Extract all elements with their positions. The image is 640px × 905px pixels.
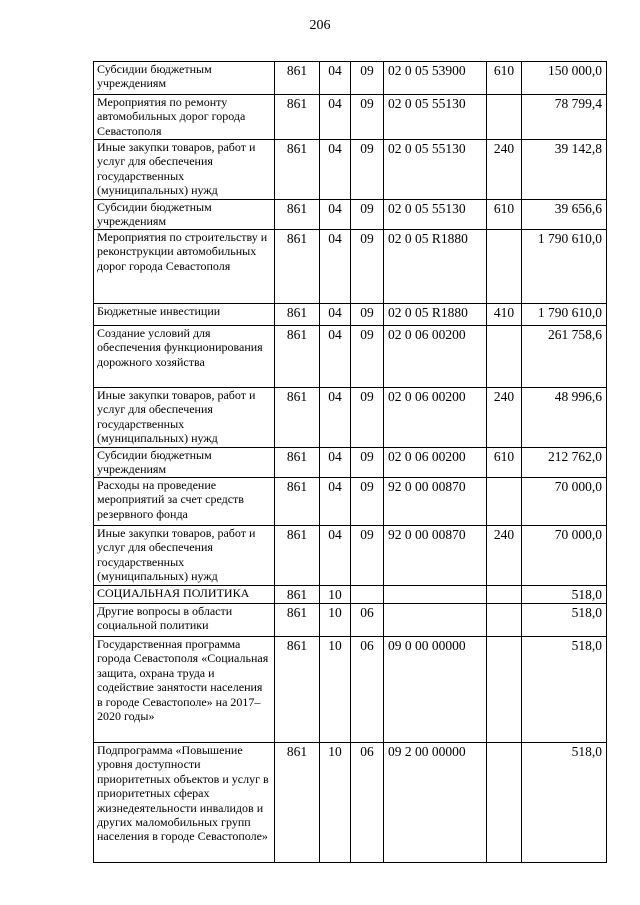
row-expense-type-code: 240 xyxy=(487,388,522,448)
row-amount: 70 000,0 xyxy=(522,478,607,526)
row-section-code: 04 xyxy=(320,140,351,200)
row-expense-type-code: 610 xyxy=(487,62,522,95)
row-grbs-code: 861 xyxy=(275,326,320,388)
row-subsection-code: 09 xyxy=(351,95,384,140)
row-amount: 150 000,0 xyxy=(522,62,607,95)
row-section-code: 10 xyxy=(320,604,351,637)
row-grbs-code: 861 xyxy=(275,586,320,604)
row-target-article-code: 09 0 00 00000 xyxy=(384,637,487,743)
table-row xyxy=(94,230,607,304)
row-grbs-code: 861 xyxy=(275,743,320,863)
table-row xyxy=(94,62,607,95)
row-section-code: 04 xyxy=(320,326,351,388)
table-row xyxy=(94,140,607,200)
row-amount: 518,0 xyxy=(522,604,607,637)
row-description: Мероприятия по ремонту автомобильных дорог города Севастополя xyxy=(94,95,275,140)
row-description: Бюджетные инвестиции xyxy=(94,304,275,326)
row-expense-type-code: 610 xyxy=(487,200,522,230)
row-amount: 212 762,0 xyxy=(522,448,607,478)
row-subsection-code: 09 xyxy=(351,326,384,388)
row-subsection-code: 09 xyxy=(351,478,384,526)
row-expense-type-code: 240 xyxy=(487,526,522,586)
row-expense-type-code xyxy=(487,604,522,637)
row-grbs-code: 861 xyxy=(275,140,320,200)
row-expense-type-code xyxy=(487,230,522,304)
row-amount: 70 000,0 xyxy=(522,526,607,586)
row-section-code: 04 xyxy=(320,95,351,140)
row-expense-type-code xyxy=(487,326,522,388)
row-grbs-code: 861 xyxy=(275,478,320,526)
row-expense-type-code xyxy=(487,95,522,140)
row-target-article-code: 02 0 05 R1880 xyxy=(384,304,487,326)
row-target-article-code: 02 0 06 00200 xyxy=(384,388,487,448)
row-subsection-code: 06 xyxy=(351,743,384,863)
row-amount: 39 142,8 xyxy=(522,140,607,200)
row-target-article-code: 92 0 00 00870 xyxy=(384,478,487,526)
row-description: СОЦИАЛЬНАЯ ПОЛИТИКА xyxy=(94,586,275,604)
budget-table-body xyxy=(94,62,607,863)
row-expense-type-code xyxy=(487,743,522,863)
row-expense-type-code xyxy=(487,637,522,743)
row-target-article-code xyxy=(384,604,487,637)
row-target-article-code: 09 2 00 00000 xyxy=(384,743,487,863)
row-grbs-code: 861 xyxy=(275,95,320,140)
budget-table xyxy=(93,61,607,863)
row-description: Субсидии бюджетным учреждениям xyxy=(94,62,275,95)
row-target-article-code: 02 0 05 55130 xyxy=(384,140,487,200)
table-row xyxy=(94,478,607,526)
row-grbs-code: 861 xyxy=(275,200,320,230)
row-grbs-code: 861 xyxy=(275,388,320,448)
row-amount: 39 656,6 xyxy=(522,200,607,230)
row-description: Государственная программа города Севастополя «Социальная защита, охрана труда и содействие занятости населения в городе Севастополе» на 2017–2020 годы» xyxy=(94,637,275,743)
row-section-code: 04 xyxy=(320,478,351,526)
row-grbs-code: 861 xyxy=(275,62,320,95)
row-grbs-code: 861 xyxy=(275,230,320,304)
row-section-code: 04 xyxy=(320,448,351,478)
row-description: Иные закупки товаров, работ и услуг для обеспечения государственных (муниципальных) нужд xyxy=(94,140,275,200)
row-expense-type-code xyxy=(487,586,522,604)
row-section-code: 04 xyxy=(320,526,351,586)
row-subsection-code: 09 xyxy=(351,62,384,95)
row-grbs-code: 861 xyxy=(275,448,320,478)
row-subsection-code: 09 xyxy=(351,304,384,326)
table-row xyxy=(94,637,607,743)
row-target-article-code: 02 0 05 55130 xyxy=(384,95,487,140)
row-description: Расходы на проведение мероприятий за счет средств резервного фонда xyxy=(94,478,275,526)
row-subsection-code xyxy=(351,586,384,604)
row-amount: 78 799,4 xyxy=(522,95,607,140)
row-target-article-code: 02 0 05 R1880 xyxy=(384,230,487,304)
row-amount: 518,0 xyxy=(522,586,607,604)
table-row xyxy=(94,95,607,140)
row-amount: 518,0 xyxy=(522,743,607,863)
row-expense-type-code: 410 xyxy=(487,304,522,326)
row-section-code: 04 xyxy=(320,388,351,448)
row-expense-type-code xyxy=(487,478,522,526)
table-row xyxy=(94,743,607,863)
row-description: Субсидии бюджетным учреждениям xyxy=(94,200,275,230)
row-section-code: 10 xyxy=(320,586,351,604)
row-description: Другие вопросы в области социальной политики xyxy=(94,604,275,637)
row-amount: 518,0 xyxy=(522,637,607,743)
row-section-code: 10 xyxy=(320,637,351,743)
row-target-article-code: 02 0 05 53900 xyxy=(384,62,487,95)
row-subsection-code: 09 xyxy=(351,230,384,304)
row-subsection-code: 09 xyxy=(351,140,384,200)
row-subsection-code: 06 xyxy=(351,604,384,637)
row-target-article-code: 02 0 06 00200 xyxy=(384,448,487,478)
row-section-code: 04 xyxy=(320,62,351,95)
row-target-article-code: 92 0 00 00870 xyxy=(384,526,487,586)
row-amount: 261 758,6 xyxy=(522,326,607,388)
row-description: Мероприятия по строительству и реконструкции автомобильных дорог города Севастополя xyxy=(94,230,275,304)
row-target-article-code: 02 0 06 00200 xyxy=(384,326,487,388)
table-row xyxy=(94,526,607,586)
row-description: Субсидии бюджетным учреждениям xyxy=(94,448,275,478)
row-section-code: 10 xyxy=(320,743,351,863)
row-grbs-code: 861 xyxy=(275,304,320,326)
row-amount: 48 996,6 xyxy=(522,388,607,448)
row-subsection-code: 09 xyxy=(351,526,384,586)
table-row xyxy=(94,388,607,448)
table-row xyxy=(94,586,607,604)
page-number: 206 xyxy=(309,18,331,33)
row-amount: 1 790 610,0 xyxy=(522,304,607,326)
row-grbs-code: 861 xyxy=(275,604,320,637)
row-subsection-code: 09 xyxy=(351,200,384,230)
row-expense-type-code: 240 xyxy=(487,140,522,200)
row-subsection-code: 06 xyxy=(351,637,384,743)
row-amount: 1 790 610,0 xyxy=(522,230,607,304)
row-section-code: 04 xyxy=(320,230,351,304)
table-row xyxy=(94,326,607,388)
row-expense-type-code: 610 xyxy=(487,448,522,478)
table-row xyxy=(94,304,607,326)
row-section-code: 04 xyxy=(320,304,351,326)
row-description: Подпрограмма «Повышение уровня доступности приоритетных объектов и услуг в приоритетных сферах жизнедеятельности инвалидов и других маломобильных групп населения в городе Севастополе» xyxy=(94,743,275,863)
row-grbs-code: 861 xyxy=(275,637,320,743)
table-row xyxy=(94,604,607,637)
row-description: Иные закупки товаров, работ и услуг для обеспечения государственных (муниципальных) нужд xyxy=(94,526,275,586)
row-subsection-code: 09 xyxy=(351,388,384,448)
table-row xyxy=(94,448,607,478)
table-row xyxy=(94,200,607,230)
row-description: Иные закупки товаров, работ и услуг для обеспечения государственных (муниципальных) нужд xyxy=(94,388,275,448)
row-subsection-code: 09 xyxy=(351,448,384,478)
row-target-article-code xyxy=(384,586,487,604)
row-target-article-code: 02 0 05 55130 xyxy=(384,200,487,230)
row-section-code: 04 xyxy=(320,200,351,230)
row-description: Создание условий для обеспечения функционирования дорожного хозяйства xyxy=(94,326,275,388)
row-grbs-code: 861 xyxy=(275,526,320,586)
